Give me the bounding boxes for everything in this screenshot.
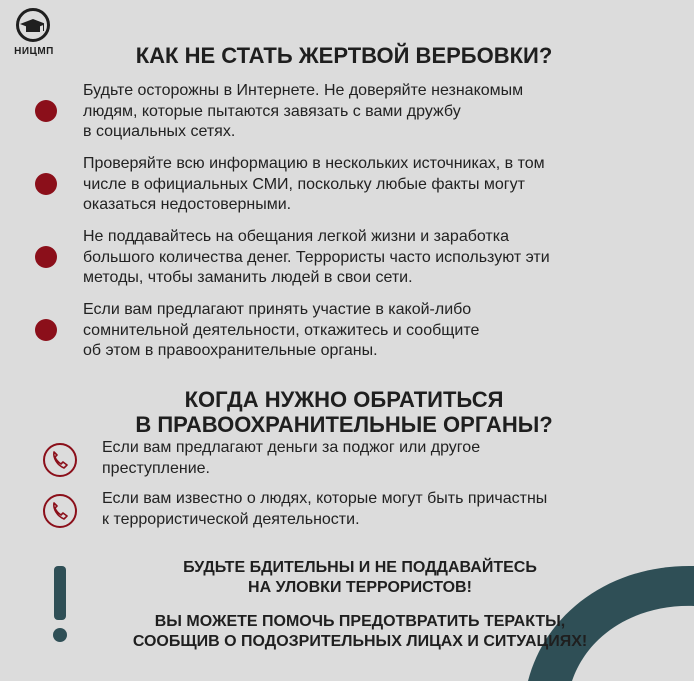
tip-text: Не поддавайтесь на обещания легкой жизни и заработка большого количества денег. Террористы часто используют эти методы, чтобы заманить людей в свои сети. (83, 228, 550, 286)
tip-item (35, 300, 655, 362)
tip-text: Если вам предлагают принять участие в какой-либо сомнительной деятельности, откажитесь и сообщите об этом в правоохранительные органы. (83, 301, 480, 359)
tip-text: Проверяйте всю информацию в нескольких источниках, в том числе в официальных СМИ, поскольку любые факты могут оказаться недостоверными. (83, 155, 545, 213)
tip-item (35, 154, 655, 216)
phone-icon (42, 442, 78, 478)
callout-text: ВЫ МОЖЕТЕ ПОМОЧЬ ПРЕДОТВРАТИТЬ ТЕРАКТЫ, СООБЩИВ О ПОДОЗРИТЕЛЬНЫХ ЛИЦАХ И СИТУАЦИЯХ! (132, 613, 588, 650)
red-dot-icon (35, 319, 57, 341)
case-text: Если вам известно о людях, которые могут быть причастны к террористической деятельности. (102, 490, 548, 528)
tip-text: Будьте осторожны в Интернете. Не доверяйте незнакомым людям, которые пытаются завязать с вами дружбу в социальных сетях. (83, 82, 524, 140)
section-title: КОГДА НУЖНО ОБРАТИТЬСЯ В ПРАВООХРАНИТЕЛЬНЫЕ ОРГАНЫ? (135, 387, 553, 437)
page-title: КАК НЕ СТАТЬ ЖЕРТВОЙ ВЕРБОВКИ? (135, 43, 553, 68)
tip-item (35, 227, 655, 289)
case-text: Если вам предлагают деньги за поджог или другое преступление. (102, 439, 481, 477)
exclamation-icon (48, 566, 72, 646)
phone-icon (42, 493, 78, 529)
callout-text: БУДЬТЕ БДИТЕЛЬНЫ И НЕ ПОДДАВАЙТЕСЬ НА УЛОВКИ ТЕРРОРИСТОВ! (183, 559, 537, 596)
case-item (42, 438, 642, 484)
logo (10, 8, 58, 64)
case-item (42, 489, 642, 535)
graduation-cap-icon (10, 8, 44, 42)
tip-item (35, 81, 655, 143)
logo-text: НИЦМП (14, 46, 54, 57)
red-dot-icon (35, 100, 57, 122)
red-dot-icon (35, 246, 57, 268)
red-dot-icon (35, 173, 57, 195)
